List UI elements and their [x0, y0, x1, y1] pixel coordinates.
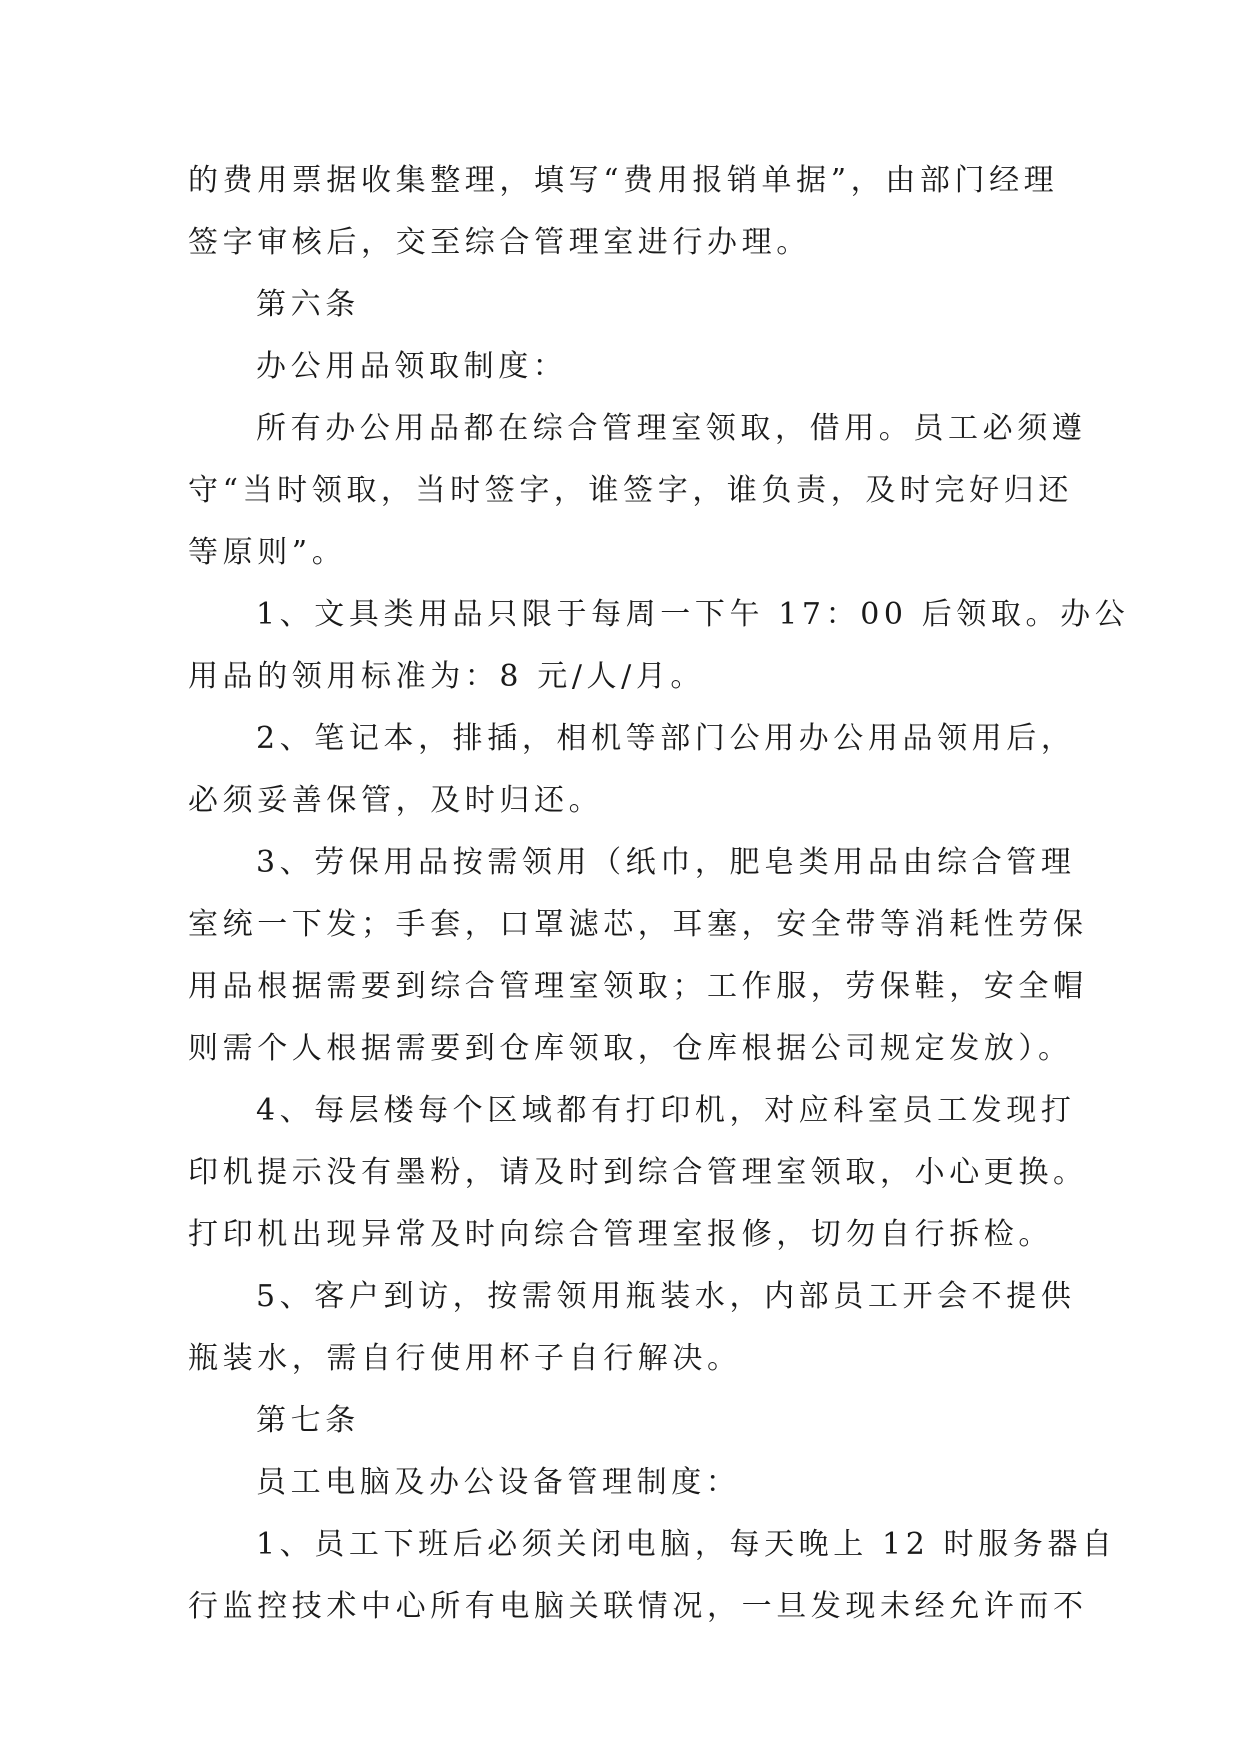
article-heading: 第七条	[256, 1403, 360, 1438]
text-line: 瓶装水，需自行使用杯子自行解决。	[188, 1341, 742, 1376]
section-title: 办公用品领取制度：	[256, 349, 568, 384]
text-line: 行监控技术中心所有电脑关联情况，一旦发现未经允许而不	[188, 1589, 1088, 1624]
list-item-line: 5、客户到访，按需领用瓶装水，内部员工开会不提供	[256, 1279, 1076, 1314]
text-line: 室统一下发；手套，口罩滤芯，耳塞，安全带等消耗性劳保	[188, 907, 1088, 942]
text-line: 印机提示没有墨粉，请及时到综合管理室领取，小心更换。	[188, 1155, 1088, 1190]
text-line: 则需个人根据需要到仓库领取，仓库根据公司规定发放）。	[188, 1031, 1073, 1066]
text-line: 守“当时领取，当时签字，谁签字，谁负责，及时完好归还	[188, 473, 1073, 508]
text-line: 等原则”。	[188, 535, 347, 570]
text-line: 的费用票据收集整理，填写“费用报销单据”，由部门经理	[188, 163, 1059, 198]
article-heading: 第六条	[256, 287, 360, 322]
section-title: 员工电脑及办公设备管理制度：	[256, 1465, 741, 1500]
text-line: 用品的领用标准为：8 元/人/月。	[188, 659, 706, 694]
list-item-line: 4、每层楼每个区域都有打印机，对应科室员工发现打	[256, 1093, 1076, 1128]
list-item-line: 1、文具类用品只限于每周一下午 17：00 后领取。办公	[256, 597, 1130, 632]
text-line: 所有办公用品都在综合管理室领取，借用。员工必须遵	[256, 411, 1087, 446]
list-item-line: 2、笔记本，排插，相机等部门公用办公用品领用后，	[256, 721, 1076, 756]
document-body	[188, 155, 1130, 1633]
text-line: 签字审核后，交至综合管理室进行办理。	[188, 225, 811, 260]
list-item-line: 3、劳保用品按需领用（纸巾，肥皂类用品由综合管理	[256, 845, 1076, 880]
text-line: 必须妥善保管，及时归还。	[188, 783, 604, 818]
text-line: 用品根据需要到综合管理室领取；工作服，劳保鞋，安全帽	[188, 969, 1088, 1004]
text-line: 打印机出现异常及时向综合管理室报修，切勿自行拆检。	[188, 1217, 1053, 1252]
list-item-line: 1、员工下班后必须关闭电脑，每天晚上 12 时服务器自	[256, 1527, 1117, 1562]
